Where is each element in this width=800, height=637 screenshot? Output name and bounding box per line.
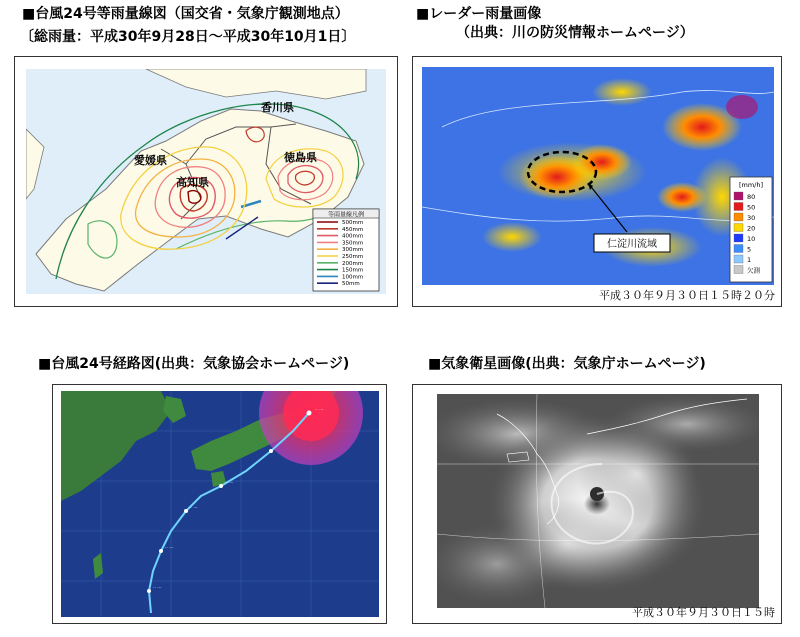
svg-text:·· ···: ·· ··· [153, 586, 162, 591]
radar-scale-swatch [734, 234, 743, 242]
isohyet-map-frame [14, 56, 398, 307]
radar-scale-swatch [734, 266, 743, 274]
radar-scale-label: 欠測 [747, 266, 760, 275]
isohyet-map [26, 69, 386, 294]
legend-label: 450mm [342, 226, 364, 233]
isohyet-subtitle: 〔総雨量：平成30年9月28日～平成30年10月1日〕 [20, 29, 356, 45]
legend-label: 150mm [342, 267, 364, 274]
svg-text:·· ···: ·· ··· [165, 546, 174, 551]
radar-legend [730, 177, 772, 282]
legend-label: 250mm [342, 254, 364, 260]
radar-scale-swatch [734, 203, 743, 211]
radar-title: ■レーダー雨量画像 [416, 6, 542, 22]
label-kochi: 高知県 [176, 176, 209, 189]
radar-unit: [mm/h] [738, 181, 764, 189]
isohyet-title: ■台風24号等雨量線図（国交省・気象庁観測地点） [22, 6, 349, 22]
label-ehime: 愛媛県 [134, 154, 167, 167]
legend-label: 200mm [342, 260, 364, 267]
track-map [61, 391, 379, 617]
satellite-timestamp: 平成３０年９月３０日１５時 [632, 606, 775, 619]
svg-text:·· ···: ·· ··· [225, 481, 234, 486]
radar-scale-label: 10 [747, 235, 756, 243]
legend-label: 300mm [342, 247, 364, 254]
radar-frame [412, 56, 782, 307]
callout-label: 仁淀川流域 [607, 239, 657, 250]
radar-scale-label: 50 [747, 203, 756, 212]
radar-scale-label: 30 [747, 214, 756, 222]
radar-scale-label: 20 [747, 224, 756, 233]
legend-label: 100mm [342, 274, 364, 281]
legend-title: 等雨量線凡例 [327, 211, 365, 219]
svg-text:·· ···: ·· ··· [315, 408, 324, 413]
radar-image [422, 67, 774, 285]
radar-scale-swatch [734, 192, 743, 200]
radar-subtitle: （出典：川の防災情報ホームページ） [456, 25, 694, 41]
track-title: ■台風24号経路図(出典：気象協会ホームページ) [38, 356, 350, 372]
radar-scale-label: 5 [747, 245, 752, 254]
radar-scale-label: 80 [747, 193, 756, 201]
radar-timestamp: 平成３０年９月３０日１５時２０分 [599, 289, 775, 302]
satellite-frame [412, 384, 782, 624]
track-frame [52, 384, 387, 624]
svg-text:·· ···: ·· ··· [189, 506, 198, 511]
legend-label: 350mm [342, 240, 364, 247]
legend-label: 500mm [342, 220, 364, 226]
radar-scale-swatch [734, 224, 743, 232]
satellite-title: ■気象衛星画像(出典：気象庁ホームページ) [428, 356, 706, 372]
radar-scale-label: 1 [747, 256, 752, 264]
label-tokushima: 徳島県 [284, 151, 317, 164]
radar-scale-swatch [734, 245, 743, 253]
radar-scale-swatch [734, 213, 743, 221]
isohyet-legend [313, 209, 379, 291]
satellite-image [437, 394, 759, 608]
legend-label: 50mm [342, 281, 360, 288]
label-kagawa: 香川県 [261, 101, 294, 114]
radar-scale-swatch [734, 255, 743, 263]
legend-label: 400mm [342, 233, 364, 240]
